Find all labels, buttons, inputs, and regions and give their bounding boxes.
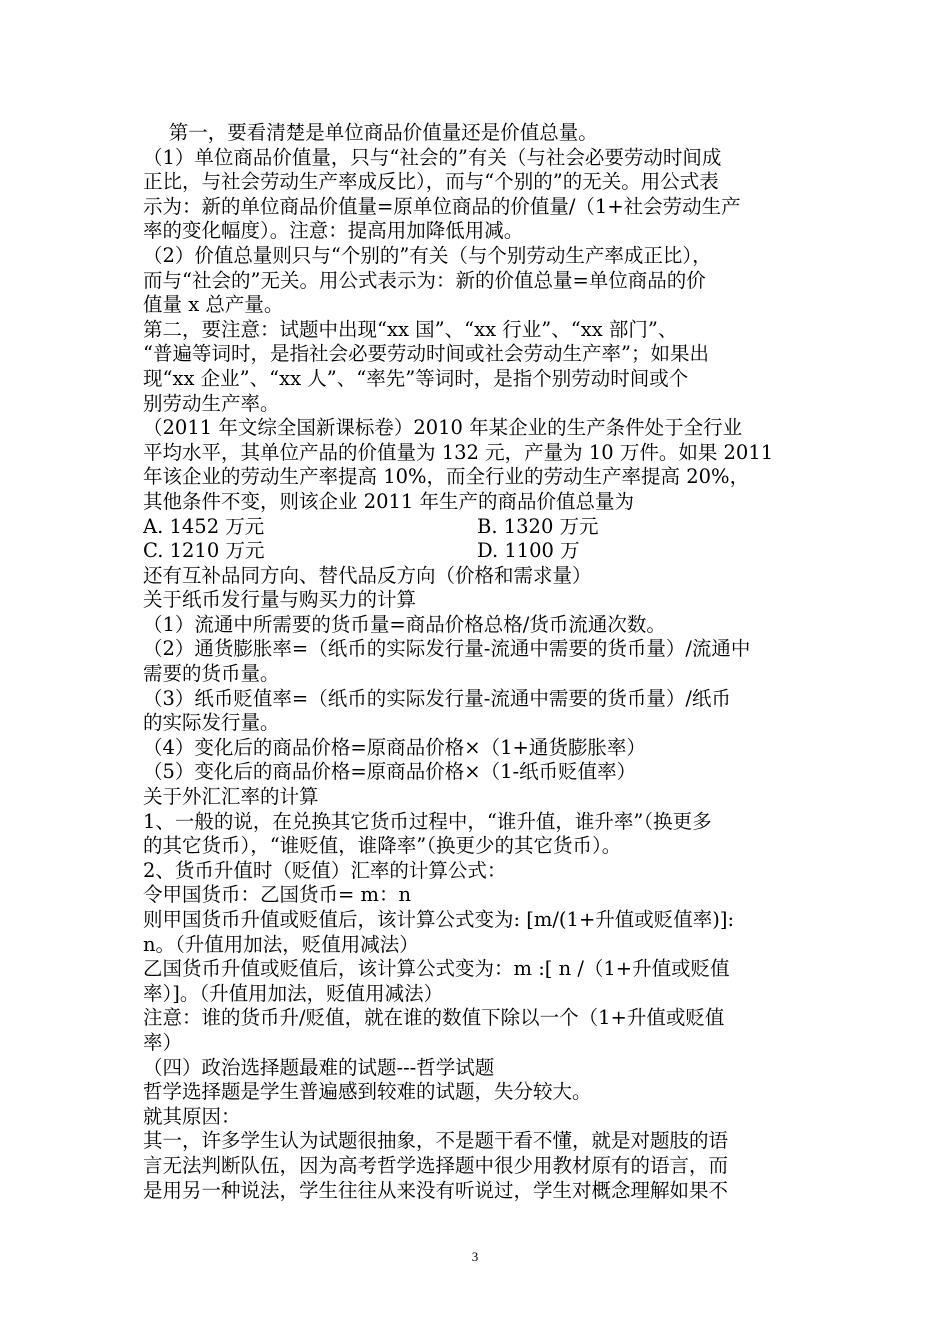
text-line: （2）通货膨胀率=（纸币的实际发行量-流通中需要的货币量）/流通中: [143, 637, 751, 661]
text-line: 言无法判断队伍，因为高考哲学选择题中很少用教材原有的语言，而: [143, 1153, 729, 1177]
text-line: 现“xx 企业”、“xx 人”、“率先”等词时，是指个别劳动时间或个: [143, 366, 689, 390]
text-line: 率）]。（升值用加法，贬值用减法）: [143, 981, 444, 1005]
option-d: D. 1100 万: [477, 539, 580, 563]
text-line: （4）变化后的商品价格=原商品价格×（1+通货膨胀率）: [143, 735, 646, 759]
text-line: （2011 年文综全国新课标卷）2010 年某企业的生产条件处于全行业: [143, 416, 743, 440]
text-line: （2）价值总量则只与“个别的”有关（与个别劳动生产率成正比），: [143, 243, 712, 267]
text-line: 平均水平，其单位产品的价值量为 132 元，产量为 10 万件。如果 2011: [143, 440, 774, 464]
text-line: 值量 x 总产量。: [143, 293, 284, 317]
text-line: 令甲国货币：乙国货币= m：n: [143, 883, 412, 907]
option-c: C. 1210 万元: [143, 539, 265, 563]
text-line: 关于外汇汇率的计算: [143, 785, 319, 809]
text-line: 2、货币升值时（贬值）汇率的计算公式：: [143, 858, 507, 882]
text-line: 年该企业的劳动生产率提高 10%，而全行业的劳动生产率提高 20%，: [143, 465, 750, 489]
text-line: （1）流通中所需要的货币量=商品价格总格/货币流通次数。: [143, 612, 666, 636]
page-number: 3: [471, 1249, 479, 1264]
text-line: （5）变化后的商品价格=原商品价格×（1-纸币贬值率）: [143, 760, 637, 784]
text-line: 率）: [143, 1030, 183, 1054]
text-line: n。（升值用加法，贬值用减法）: [143, 932, 419, 956]
answer-options-row: [143, 515, 815, 540]
text-line: 而与“社会的”无关。用公式表示为：新的价值总量=单位商品的价: [143, 268, 706, 292]
text-line: 1、一般的说，在兑换其它货币过程中，“谁升值，谁升率”（换更多: [143, 809, 712, 833]
option-b: B. 1320 万元: [477, 514, 599, 538]
text-line: 是用另一种说法，学生往往从来没有听说过，学生对概念理解如果不: [143, 1178, 729, 1202]
section-heading: （四）政治选择题最难的试题---哲学试题: [143, 1055, 495, 1079]
text-line: 则甲国货币升值或贬值后，该计算公式变为: [m/(1+升值或贬值率)]:: [143, 908, 735, 931]
text-line: 其他条件不变，则该企业 2011 年生产的商品价值总量为: [143, 489, 635, 513]
answer-options-row: [143, 539, 815, 564]
text-line: 乙国货币升值或贬值后，该计算公式变为：m :[ n /（1+升值或贬值: [143, 957, 730, 981]
text-line: （1）单位商品价值量，只与“社会的”有关（与社会必要劳动时间成: [143, 145, 722, 169]
text-line: 示为：新的单位商品价值量=原单位商品的价值量/（1+社会劳动生产: [143, 194, 741, 218]
option-a: A. 1452 万元: [143, 514, 265, 538]
text-line: 别劳动生产率。: [143, 391, 280, 415]
text-line: 的其它货币），“谁贬值，谁降率”（换更少的其它货币）。: [143, 834, 622, 858]
text-line: 还有互补品同方向、替代品反方向（价格和需求量）: [143, 563, 592, 587]
text-line: （3）纸币贬值率=（纸币的实际发行量-流通中需要的货币量）/纸币: [143, 686, 731, 710]
text-line: “普遍等词时，是指社会必要劳动时间或社会劳动生产率”；如果出: [143, 342, 709, 366]
text-line: 关于纸币发行量与购买力的计算: [143, 588, 417, 612]
text-line: 注意：谁的货币升/贬值，就在谁的数值下除以一个（1+升值或贬值: [143, 1006, 725, 1030]
body-text: [143, 121, 815, 1203]
text-line: 率的变化幅度）。注意：提高用加降低用减。: [143, 219, 524, 243]
text-line: 的实际发行量。: [143, 711, 280, 735]
text-line: 其一，许多学生认为试题很抽象，不是题干看不懂，就是对题肢的语: [143, 1129, 729, 1153]
text-line: 正比，与社会劳动生产率成反比），而与“个别的”的无关。用公式表: [143, 170, 719, 194]
text-line: 哲学选择题是学生普遍感到较难的试题，失分较大。: [143, 1080, 592, 1104]
text-line: 需要的货币量。: [143, 662, 280, 686]
text-line: 第一，要看清楚是单位商品价值量还是价值总量。: [143, 121, 598, 144]
text-line: 就其原因：: [143, 1104, 241, 1128]
text-line: 第二，要注意：试题中出现“xx 国”、“xx 行业”、“xx 部门”、: [143, 317, 678, 341]
